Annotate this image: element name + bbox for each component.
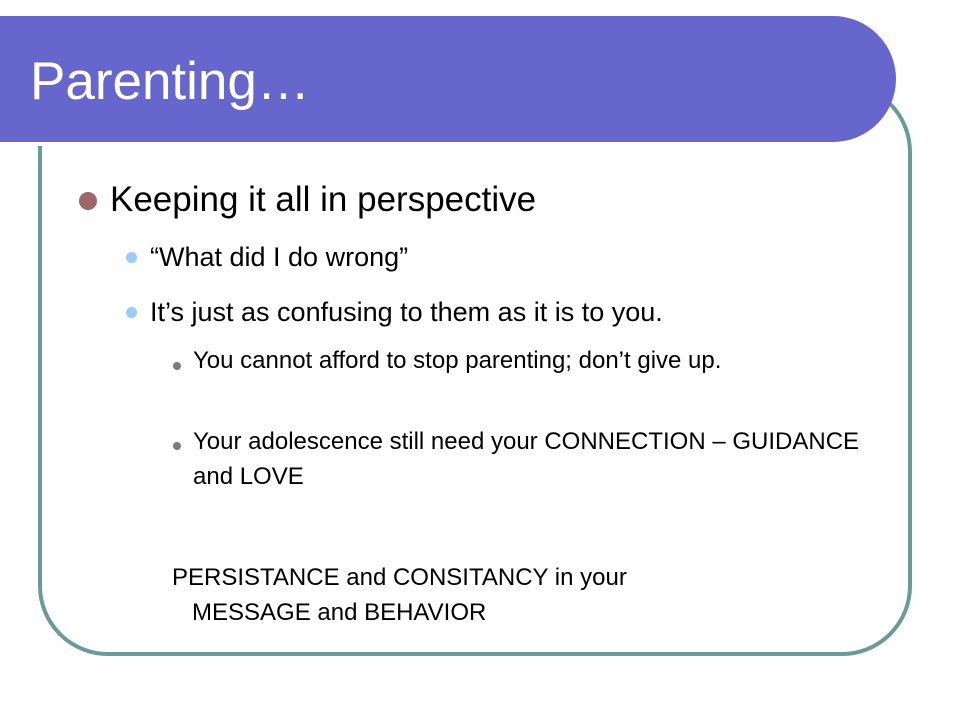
closing-line-2: MESSAGE and BEHAVIOR [192, 599, 487, 626]
bullet-level1-text: Keeping it all in perspective [110, 180, 537, 219]
slide-title: Parenting… [30, 52, 310, 111]
closing-line-1: PERSISTANCE and CONSITANCY in your [172, 564, 627, 591]
bullet-level3-icon [173, 362, 181, 370]
closing-statement [173, 560, 813, 630]
bullet-level2-text: “What did I do wrong” [150, 242, 409, 272]
bullet-level2-icon [126, 307, 137, 318]
bullet-level3-icon [173, 442, 181, 450]
title-bar [0, 16, 896, 142]
bullet-level2-icon [126, 252, 137, 263]
bullet-level3-text: You cannot afford to stop parenting; don’t give up. [193, 347, 722, 374]
bullet-level3-text: Your adolescence still need your CONNECTION – GUIDANCE and LOVE [193, 428, 860, 490]
bullet-level1-icon [79, 192, 97, 210]
title-underline [0, 142, 848, 146]
bullet-level2-text: It’s just as confusing to them as it is to you. [150, 297, 663, 327]
